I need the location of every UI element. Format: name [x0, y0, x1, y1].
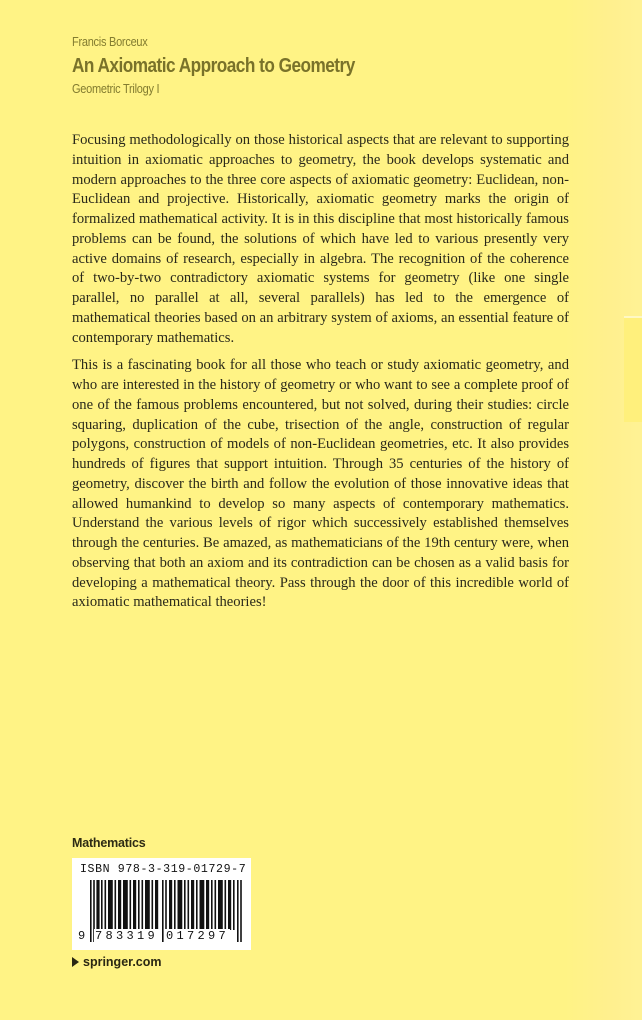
- ean-right-digits: 017297: [166, 929, 230, 943]
- series-subtitle: Geometric Trilogy I: [72, 82, 160, 96]
- cover-header: [72, 34, 401, 97]
- subject-category: Mathematics: [72, 836, 146, 850]
- blurb-paragraph-2: This is a fascinating book for all those who teach or study axiomatic geometry, and who are interested in the history of geometry or who want to see a complete proof of one of the famous problems encountered, but not solved, during their studies: circle squaring, duplication of the cube, trisection of the angle, construction of regular polygons, construction of models of non-Euclidean geometries, etc. It also provides hundreds of figures that support intuition. Through 35 centuries of the history of geometry, discover the birth and follow the evolution of those innovative ideas that allowed humankind to develop so many aspects of contemporary mathematics. Understand the various levels of rigor which successively established themselves through the centuries. Be amazed, as mathematicians of the 19th century were, when observing that both an axiom and its contradiction can be chosen as a valid basis for developing a mathematical theory. Pass through the door of this incredible world of axiomatic mathematical theories!: [72, 357, 569, 611]
- triangle-right-arrow-icon: [72, 957, 79, 967]
- isbn-label: ISBN 978-3-319-01729-7: [80, 863, 247, 876]
- blurb-paragraph-1: Focusing methodologically on those historical aspects that are relevant to supporting intuition in axiomatic approaches to geometry, the book develops systematic and modern approaches to the three core aspects of axiomatic geometry: Euclidean, non-Euclidean and projective. Historically, axiomatic geometry marks the origin of formalized mathematical activity. It is in this discipline that most historically famous problems can be found, the solutions of which have led to various presently very active domains of research, especially in algebra. The recognition of the coherence of two-by-two contradictory axiomatic systems for geometry (like one single parallel, no parallel at all, several parallels) has led to the emergence of mathematical theories based on an arbitrary system of axioms, an essential feature of contemporary mathematics.: [72, 132, 569, 346]
- author-name: Francis Borceux: [72, 35, 148, 49]
- book-title: An Axiomatic Approach to Geometry: [72, 55, 355, 77]
- ean-left-digits: 783319: [95, 929, 159, 943]
- cover-edge-artifact: [624, 316, 642, 422]
- ean-first-digit: 9: [78, 929, 86, 943]
- blurb: [72, 131, 569, 621]
- publisher-link-label[interactable]: springer.com: [83, 955, 162, 969]
- isbn-barcode: [72, 858, 251, 950]
- publisher-link[interactable]: [72, 955, 162, 969]
